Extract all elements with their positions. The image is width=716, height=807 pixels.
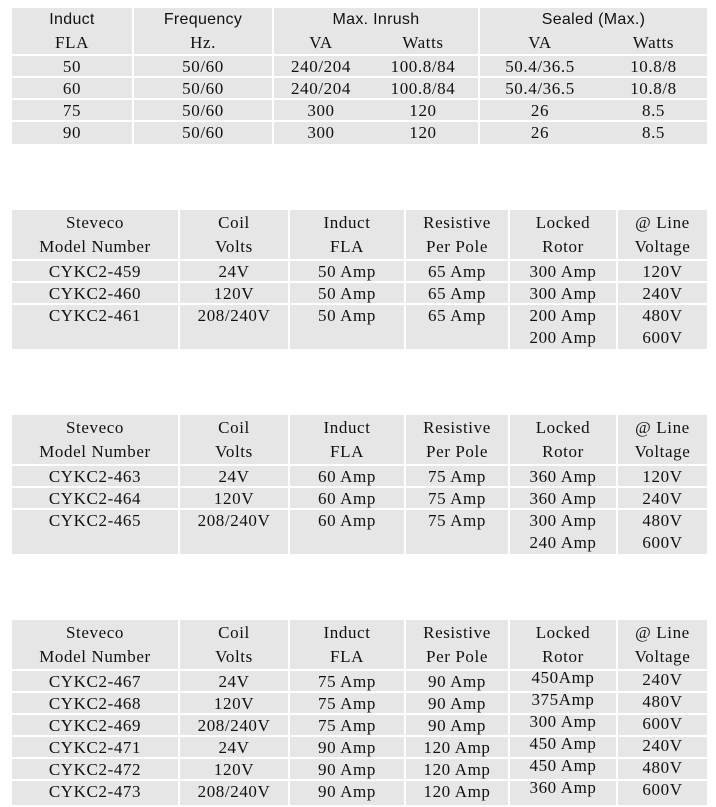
- cell-inrush-watts: 100.8/84: [390, 79, 456, 98]
- table-header-row: [12, 620, 707, 645]
- header-per-pole: Per Pole: [426, 442, 488, 461]
- cell-fla: 50 Amp: [318, 262, 376, 281]
- line-voltage-column: [618, 669, 707, 801]
- table-row: [12, 54, 707, 78]
- cell-sealed-va: 26: [530, 123, 550, 142]
- cell-fla: 90 Amp: [318, 760, 376, 779]
- cell-sealed-va: 50.4/36.5: [505, 57, 575, 76]
- cell-volts: 208/240V: [197, 306, 271, 325]
- table-header-row: [12, 32, 707, 54]
- header-rotor: Rotor: [542, 237, 584, 256]
- line-voltage-column: [618, 466, 707, 554]
- table-model-75-90a: [12, 620, 707, 805]
- cell-sealed-watts: 8.5: [641, 123, 666, 142]
- cell-line-voltage: 480V: [642, 511, 683, 530]
- cell-locked-rotor: 450 Amp: [529, 734, 597, 753]
- cell-fla: 75: [62, 101, 82, 120]
- header-resistive: Resistive: [423, 622, 491, 642]
- table-header-row: [12, 210, 707, 235]
- header-locked: Locked: [535, 212, 591, 232]
- cell-model: CYKC2-469: [48, 716, 142, 735]
- cell-per-pole: 90 Amp: [428, 694, 486, 713]
- header-model-number: Model Number: [39, 442, 151, 461]
- header-induct: Induct: [323, 417, 371, 437]
- cell-sealed-watts: 10.8/8: [630, 57, 677, 76]
- cell-per-pole: 120 Amp: [423, 782, 491, 801]
- header-voltage: Voltage: [634, 442, 691, 461]
- header-steveco: Steveco: [65, 212, 124, 232]
- header-at-line: @ Line: [635, 622, 690, 642]
- cell-fla: 50: [62, 57, 82, 76]
- cell-model: CYKC2-463: [48, 467, 142, 486]
- header-fla: FLA: [330, 442, 364, 461]
- cell-line-voltage: 600V: [642, 714, 683, 733]
- header-volts: Volts: [215, 237, 253, 256]
- table-row: [12, 76, 707, 100]
- cell-line-voltage: 480V: [642, 758, 683, 777]
- header-hz: Hz.: [190, 33, 216, 52]
- cell-volts: 120V: [213, 489, 255, 508]
- cell-per-pole: 75 Amp: [428, 511, 486, 530]
- header-steveco: Steveco: [65, 622, 124, 642]
- header-rotor: Rotor: [542, 442, 584, 461]
- cell-fla: 50 Amp: [318, 306, 376, 325]
- cell-per-pole: 120 Amp: [423, 738, 491, 757]
- header-inrush-va: VA: [309, 33, 333, 52]
- header-fla: FLA: [55, 33, 89, 52]
- locked-rotor-column: [510, 261, 616, 349]
- cell-model: CYKC2-460: [48, 284, 142, 303]
- cell-line-voltage: 600V: [642, 328, 683, 347]
- cell-fla: 75 Amp: [318, 694, 376, 713]
- cell-volts: 120V: [213, 284, 255, 303]
- cell-volts: 208/240V: [197, 782, 271, 801]
- table-model-50a: [12, 210, 707, 349]
- header-induct: Induct: [323, 212, 371, 232]
- cell-per-pole: 65 Amp: [428, 306, 486, 325]
- cell-inrush-watts: 120: [409, 101, 437, 120]
- cell-model: CYKC2-464: [48, 489, 142, 508]
- header-per-pole: Per Pole: [426, 237, 488, 256]
- cell-hz: 50/60: [182, 101, 224, 120]
- cell-locked-rotor: 450 Amp: [529, 756, 597, 775]
- table-header-row: [12, 8, 707, 32]
- header-steveco: Steveco: [65, 417, 124, 437]
- cell-line-voltage: 240V: [642, 489, 683, 508]
- cell-locked-rotor: 300 Amp: [529, 262, 597, 281]
- cell-locked-rotor: 200 Amp: [529, 328, 597, 347]
- cell-locked-rotor: 300 Amp: [529, 712, 597, 731]
- header-per-pole: Per Pole: [426, 647, 488, 666]
- cell-inrush-va: 240/204: [291, 57, 351, 76]
- cell-fla: 60 Amp: [318, 467, 376, 486]
- cell-fla: 90 Amp: [318, 738, 376, 757]
- cell-sealed-va: 50.4/36.5: [505, 79, 575, 98]
- cell-locked-rotor: 300 Amp: [529, 511, 597, 530]
- cell-inrush-watts: 100.8/84: [390, 57, 456, 76]
- header-coil: Coil: [218, 622, 250, 642]
- header-volts: Volts: [215, 442, 253, 461]
- cell-locked-rotor: 450Amp: [531, 668, 595, 687]
- cell-volts: 24V: [218, 262, 250, 281]
- table-row: [12, 98, 707, 122]
- cell-hz: 50/60: [182, 79, 224, 98]
- header-voltage: Voltage: [634, 237, 691, 256]
- cell-fla: 60 Amp: [318, 489, 376, 508]
- cell-per-pole: 90 Amp: [428, 672, 486, 691]
- header-model-number: Model Number: [39, 237, 151, 256]
- header-induct: Induct: [323, 622, 371, 642]
- header-volts: Volts: [215, 647, 253, 666]
- cell-model: CYKC2-467: [48, 672, 142, 691]
- cell-per-pole: 65 Amp: [428, 262, 486, 281]
- cell-locked-rotor: 360 Amp: [529, 778, 597, 797]
- cell-model: CYKC2-468: [48, 694, 142, 713]
- header-inrush-watts: Watts: [402, 33, 444, 52]
- header-sealed-va: VA: [528, 33, 552, 52]
- header-sealed-watts: Watts: [632, 33, 675, 52]
- cell-fla: 60: [62, 79, 82, 98]
- cell-volts: 208/240V: [197, 511, 271, 530]
- cell-fla: 75 Amp: [318, 672, 376, 691]
- cell-sealed-watts: 10.8/8: [630, 79, 677, 98]
- cell-inrush-va: 240/204: [291, 79, 351, 98]
- header-sealed: Sealed (Max.): [541, 11, 646, 28]
- header-resistive: Resistive: [423, 212, 491, 232]
- cell-fla: 60 Amp: [318, 511, 376, 530]
- cell-inrush-va: 300: [307, 101, 335, 120]
- cell-line-voltage: 240V: [642, 284, 683, 303]
- cell-line-voltage: 120V: [642, 467, 683, 486]
- cell-per-pole: 75 Amp: [428, 489, 486, 508]
- header-model-number: Model Number: [39, 647, 151, 666]
- header-fla: FLA: [330, 647, 364, 666]
- cell-hz: 50/60: [182, 57, 224, 76]
- line-voltage-column: [618, 261, 707, 349]
- cell-per-pole: 120 Amp: [423, 760, 491, 779]
- cell-model: CYKC2-459: [48, 262, 142, 281]
- cell-volts: 120V: [213, 694, 255, 713]
- cell-per-pole: 65 Amp: [428, 284, 486, 303]
- cell-model: CYKC2-471: [48, 738, 142, 757]
- cell-inrush-watts: 120: [409, 123, 437, 142]
- table-header-row: [12, 235, 707, 259]
- table-model-60a: [12, 415, 707, 554]
- cell-inrush-va: 300: [307, 123, 335, 142]
- cell-fla: 90 Amp: [318, 782, 376, 801]
- cell-sealed-watts: 8.5: [641, 101, 666, 120]
- header-coil: Coil: [218, 212, 250, 232]
- cell-line-voltage: 480V: [642, 692, 683, 711]
- cell-volts: 120V: [213, 760, 255, 779]
- cell-line-voltage: 480V: [642, 306, 683, 325]
- header-rotor: Rotor: [542, 647, 584, 666]
- locked-rotor-column: [510, 667, 616, 799]
- cell-model: CYKC2-473: [48, 782, 142, 801]
- cell-line-voltage: 600V: [642, 533, 683, 552]
- cell-locked-rotor: 200 Amp: [529, 306, 597, 325]
- cell-line-voltage: 600V: [642, 780, 683, 799]
- cell-volts: 24V: [218, 672, 250, 691]
- header-coil: Coil: [218, 417, 250, 437]
- cell-hz: 50/60: [182, 123, 224, 142]
- cell-per-pole: 75 Amp: [428, 467, 486, 486]
- table-header-row: [12, 645, 707, 669]
- header-max-inrush: Max. Inrush: [332, 11, 420, 28]
- cell-locked-rotor: 360 Amp: [529, 489, 597, 508]
- cell-volts: 208/240V: [197, 716, 271, 735]
- cell-locked-rotor: 360 Amp: [529, 467, 597, 486]
- header-frequency: Frequency: [163, 11, 243, 28]
- table-header-row: [12, 440, 707, 464]
- table-header-row: [12, 415, 707, 440]
- cell-line-voltage: 120V: [642, 262, 683, 281]
- header-at-line: @ Line: [635, 212, 690, 232]
- cell-fla: 90: [62, 123, 82, 142]
- cell-line-voltage: 240V: [642, 670, 683, 689]
- cell-locked-rotor: 375Amp: [531, 690, 595, 709]
- header-locked: Locked: [535, 417, 591, 437]
- header-voltage: Voltage: [634, 647, 691, 666]
- cell-sealed-va: 26: [530, 101, 550, 120]
- cell-volts: 24V: [218, 738, 250, 757]
- cell-locked-rotor: 240 Amp: [529, 533, 597, 552]
- cell-locked-rotor: 300 Amp: [529, 284, 597, 303]
- cell-per-pole: 90 Amp: [428, 716, 486, 735]
- table-inrush: [12, 8, 707, 144]
- cell-fla: 75 Amp: [318, 716, 376, 735]
- header-resistive: Resistive: [423, 417, 491, 437]
- cell-model: CYKC2-461: [48, 306, 142, 325]
- cell-model: CYKC2-465: [48, 511, 142, 530]
- cell-line-voltage: 240V: [642, 736, 683, 755]
- locked-rotor-column: [510, 466, 616, 554]
- cell-volts: 24V: [218, 467, 250, 486]
- header-locked: Locked: [535, 622, 591, 642]
- header-induct: Induct: [49, 11, 95, 28]
- cell-fla: 50 Amp: [318, 284, 376, 303]
- table-row: [12, 120, 707, 144]
- cell-model: CYKC2-472: [48, 760, 142, 779]
- header-fla: FLA: [330, 237, 364, 256]
- header-at-line: @ Line: [635, 417, 690, 437]
